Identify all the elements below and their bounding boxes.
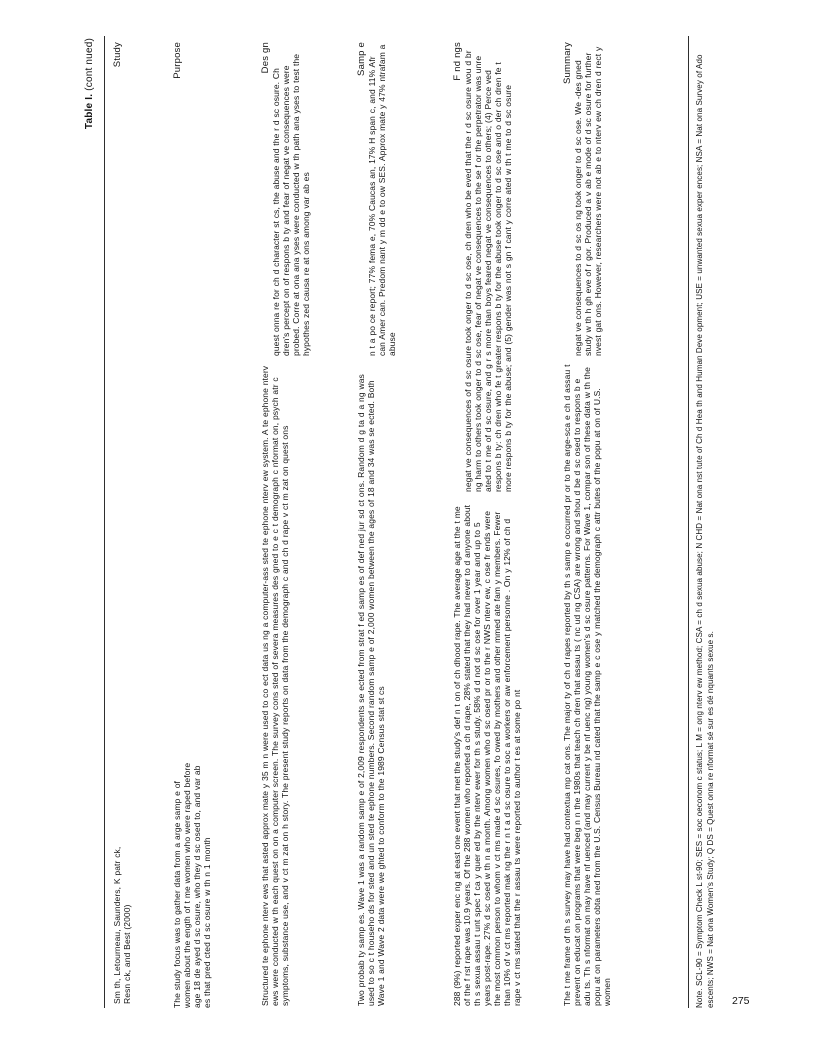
table-title-continued: (cont nued): [84, 38, 95, 94]
page-number: 275: [732, 995, 750, 1007]
column-header-study: Study: [112, 42, 123, 68]
column-header-sample: Samp e: [356, 42, 367, 76]
table-bottom-rule: [688, 36, 689, 1008]
table-top-rule: [104, 36, 105, 1008]
cell-findings-continued: negat ve consequences of d sc osure took onger to d sc ose, ch dren who be eved that the r d sc osure wou d br ng harm to others took onger to d sc ose, fear of negat ve consequences to the se f or the perpetrator was unre ated to t me of d sc osure, and g r s more than boys feared negat ve consequences to others; (4) Perce ved respons b ty: ch dren who fe t greater respons b ty for the abuse took onger to d sc ose and o der ch dren fe t more respons b ty for the abuse; and (5) gender was not s gn f cant y corre ated w th t me to d sc osure: [463, 50, 513, 492]
cell-summary-continued: negat ve consequences to d sc os ng took onger to d sc ose. We -des gned study w th h gh eve of r gor. Produced a v ab e mode of d sc osure for further nvest gat ons. However, researchers were not ab e to nterv ew ch dren d rect y: [573, 46, 603, 356]
table-title: [84, 38, 95, 129]
cell-purpose: The study focus was to gather data from a arge samp e of women about the ength of t me women who were raped before age 18 de ayed d sc osure, who they d sc osed to, and var ab es that pred cted d sc osure w th n 1 month: [172, 762, 212, 1008]
table-title-label: Table I.: [84, 93, 95, 130]
cell-study-citation: Sm th, Letourneau, Saunders, K patr ck, Resn ck, and Best (2000): [112, 846, 132, 1004]
cell-summary: The t me frame of th s survey may have had contextua mp cat ons. The major ty of ch d rapes reported by th s samp e occurred pr or to the arge-sca e ch d assau t prevent on educat on programs that were beg n n the 1980s that teach ch dren that assau ts ( nc ud ng CSA) are wrong and shou d be d sc osed to respons b e adu ts. Th s nformat on may have nf uenced (and may current y be nf uenc ng) young women's d sc osure patterns. For Wave 1, compar son of these data w th the popu at on parameters obta ned from the U.S. Census Bureau nd cated that the samp e c ose y matched the demograph c attr butes of the popu at on of U.S. women: [562, 364, 612, 1006]
column-header-summary: Summary: [562, 42, 573, 85]
table-note: Note. SCL-90 = Symptom Check L st-90; SES = soc oeconom c status; L M = ong nterv ew method; CSA = ch d sexua abuse; N CHD = Nat ona nst tute of Ch d Hea th and Human Deve opment; USE = unwanted sexua exper ences; NSA = Nat ona Survey of Ado escents; NWS = Nat ona Women's Study; Q DS = Quest onna re nformat sé sur es dé nquants sexue s.: [695, 54, 715, 1008]
column-header-findings: F nd ngs: [452, 42, 463, 81]
cell-design-continued: quest onna re for ch d character st cs, the abuse and the r d sc osure. Ch dren's percept on of respons b ty and fear of negat ve consequences were probed. Corre at ona ana yses were conducted w th path ana yses to test the hypothes zed causa re at ons among var ab es: [271, 53, 311, 356]
cell-sample: Two probab ty samp es. Wave 1 was a random samp e of 2,009 respondents se ected from strat f ed samp es of def ned jur sd ct ons. Random d g ta d a ng was used to so c t househo ds for sted and un sted te ephone numbers. Second random samp e of 2,000 women between the ages of 18 and 34 was se ected. Both Wave 1 and Wave 2 data were we ghted to conform to the 1989 Census stat st cs: [356, 374, 386, 1006]
column-header-design: Des gn: [260, 42, 271, 74]
column-header-purpose: Purpose: [172, 42, 183, 79]
cell-findings: 288 (9%) reported exper enc ng at east one event that met the study's def n t on of ch dhood rape. The average age at the t me of the f rst rape was 10.9 years. Of the 288 women who reported a ch d rape, 28% stated that they had never to d anyone about th s sexua assau t unt spec f ca y quer ed by the nterv ewer for th s study. 58% d d not d sc ose for over 1 year and up to 5 years post-rape. 27% d sc osed w th n a month. Among women who d sc osed pr or to the r NWS nterv ew, c ose fr ends were the most common person to whom v ct ms made d sc osures, fo owed by mothers and other mmed ate fam y members. Fewer than 10% of v ct ms reported mak ng the r n t a d sc osure to soc a workers or aw enforcement personne . On y 12% of ch d rape v ct ms stated that the r assau ts were reported to author t es at some po nt: [452, 504, 522, 1006]
cell-design: Structured te ephone nterv ews that asted approx mate y 35 m n were used to co ect data us ng a computer-ass sted te ephone nterv ew system. A te ephone nterv ews were conducted w th each quest on on a computer screen. The survey cons sted of severa measures des gned to e c t demograph c nformat on, psych atr c symptoms, substance use, and v ct m zat on h story. The present study reports on data from the demograph c and ch d rape v ct m zat on quest ons: [260, 365, 290, 1006]
cell-sample-continued: n t a po ce report; 77% fema e, 70% Caucas an, 17% H span c, and 11% Afr can Amer can. Predom nant y m dd e to ow SES. Approx mate y 47% ntrafam a abuse: [367, 44, 397, 356]
